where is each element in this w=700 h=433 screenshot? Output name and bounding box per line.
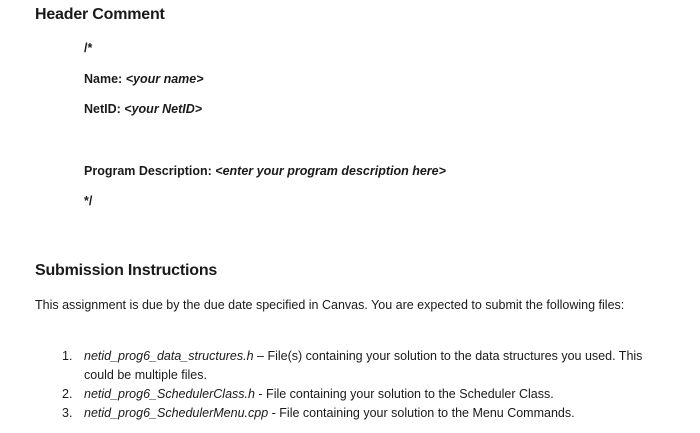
name-label: Name: [84,72,123,86]
file-name: netid_prog6_SchedulerMenu.cpp [84,406,269,420]
name-line [84,72,204,86]
program-description-line [84,164,446,178]
list-item [35,347,675,385]
file-name: netid_prog6_SchedulerClass.h [84,387,255,401]
list-item-number: 2. [62,387,73,401]
file-description: - File containing your solution to the Menu Commands. [268,406,575,420]
file-description: – File(s) containing your solution to the data structures you used. This could be multiple files. [84,349,643,382]
list-item [35,404,675,423]
list-item-number: 3. [62,406,73,420]
description-label: Program Description: [84,164,212,178]
list-item-number: 1. [62,349,73,363]
file-description: - File containing your solution to the Scheduler Class. [254,387,554,401]
submission-intro: This assignment is due by the due date specified in Canvas. You are expected to submit the following files: [35,298,625,312]
list-item [35,385,675,404]
submission-instructions-heading: Submission Instructions [35,262,218,279]
comment-open: /* [84,41,93,55]
header-comment-heading: Header Comment [35,6,165,23]
name-placeholder: <your name> [125,72,204,86]
file-list [35,347,675,423]
description-placeholder: <enter your program description here> [215,164,446,178]
netid-line [84,102,202,116]
netid-placeholder: <your NetID> [124,102,203,116]
file-name: netid_prog6_data_structures.h [84,349,254,363]
netid-label: NetID: [84,102,121,116]
comment-close: */ [84,194,93,208]
